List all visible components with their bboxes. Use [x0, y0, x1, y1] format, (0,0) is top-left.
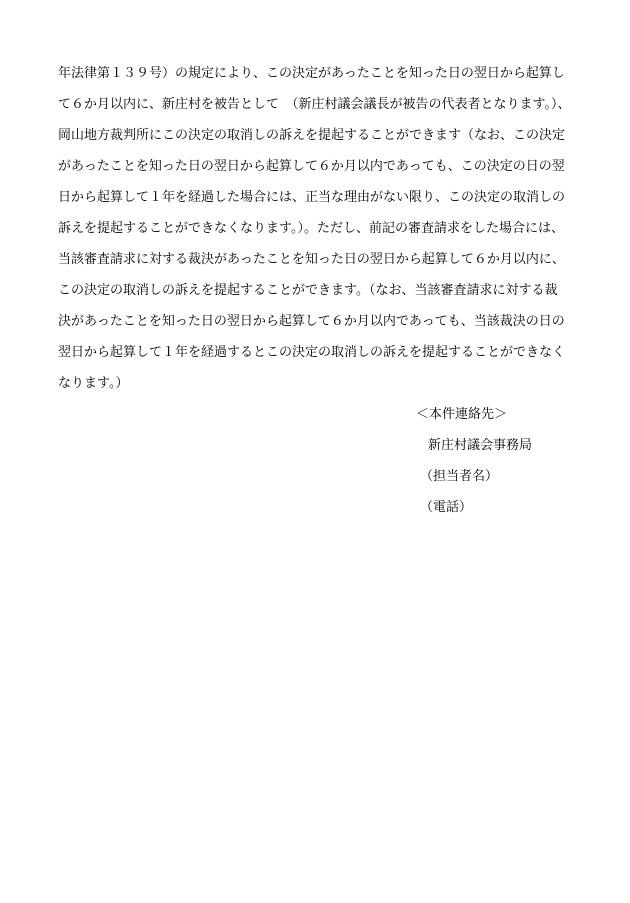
text-line: があったことを知った日の翌日から起算して６か月以内であっても、この決定の日の翌 [58, 159, 565, 174]
text-line: て６か月以内に、新庄村を被告として （新庄村議会議長が被告の代表者となります。）、 [58, 97, 571, 112]
contact-office: 新庄村議会事務局 [428, 438, 533, 453]
text-line: この決定の取消しの訴えを提起することができます。（なお、当該審査請求に対する裁 [58, 283, 558, 298]
text-line: 翌日から起算して１年を経過するとこの決定の取消しの訴えを提起することができなく [58, 345, 566, 360]
text-line: 岡山地方裁判所にこの決定の取消しの訴えを提起することができます（なお、この決定 [58, 128, 566, 143]
body-text [58, 58, 578, 399]
text-line: なります。） [58, 376, 129, 391]
contact-person: （担当者名） [420, 469, 499, 484]
contact-block [416, 399, 616, 523]
text-line: 決があったことを知った日の翌日から起算して６か月以内であっても、当該裁決の日の [58, 314, 565, 329]
contact-heading: ＜本件連絡先＞ [416, 407, 508, 422]
text-line: 訴えを提起することができなくなります。）。ただし、前記の審査請求をした場合には、 [58, 221, 564, 236]
contact-phone: （電話） [420, 500, 473, 515]
text-line: 当該審査請求に対する裁決があったことを知った日の翌日から起算して６か月以内に、 [58, 252, 565, 267]
text-line: 年法律第１３９号）の規定により、この決定があったことを知った日の翌日から起算し [58, 66, 565, 81]
text-line: 日から起算して１年を経過した場合には、正当な理由がない限り、この決定の取消しの [58, 190, 566, 205]
